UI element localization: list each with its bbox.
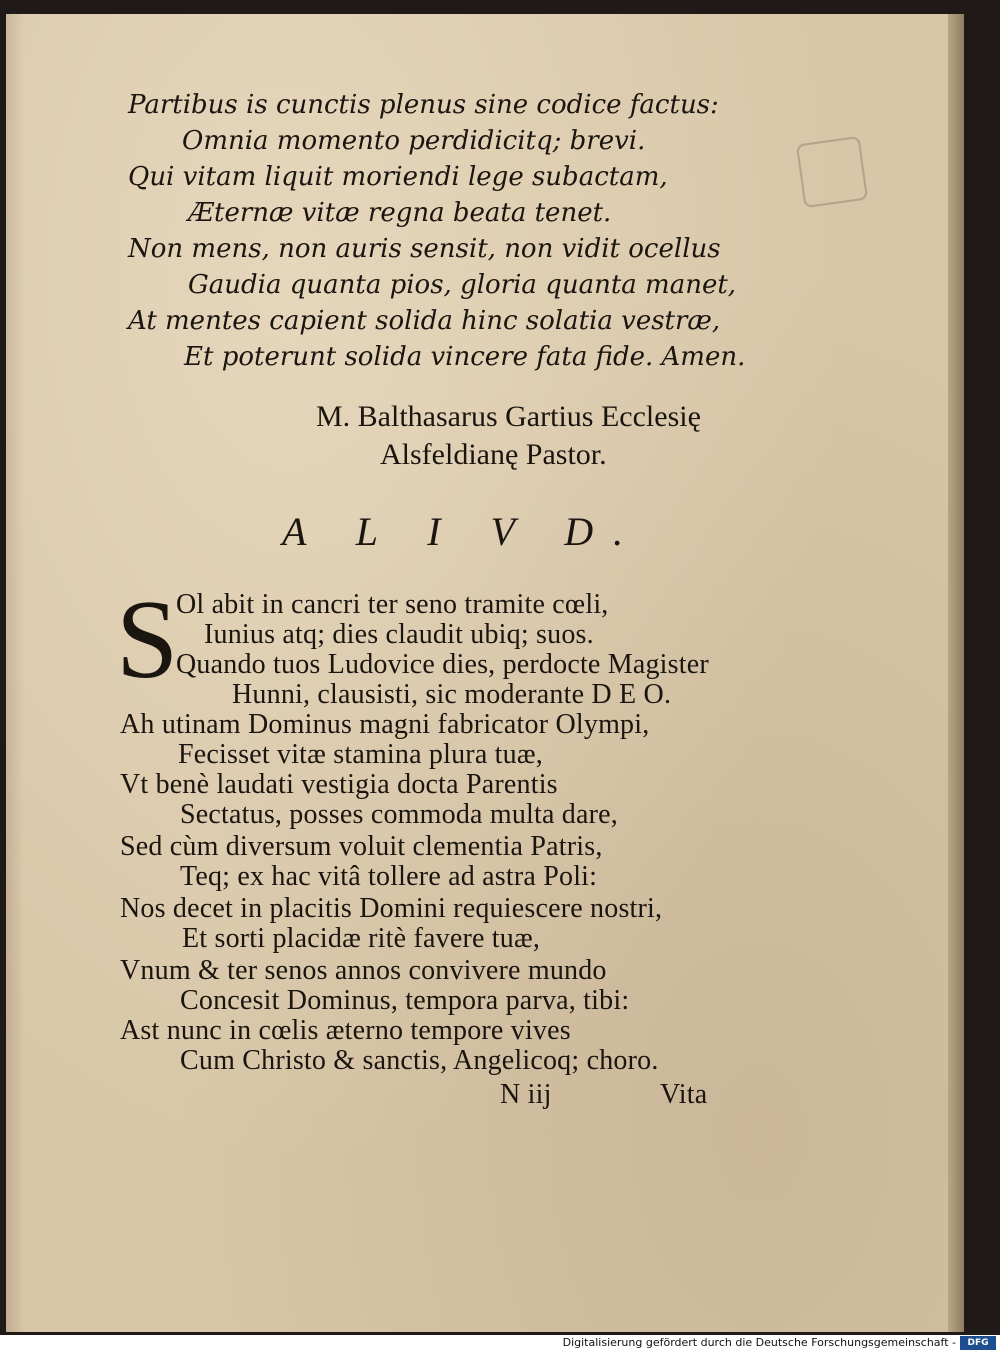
poem-line: Teq; ex hac vitâ tollere ad astra Poli: — [180, 861, 598, 892]
signature-line-2: Alsfeldianę Pastor. — [380, 438, 607, 471]
poem-top-line: Omnia momento perdidicitq; brevi. — [182, 126, 646, 156]
poem-line: Ah utinam Dominus magni fabricator Olympi, — [120, 709, 650, 740]
drop-cap: S — [116, 578, 179, 702]
poem-line: Cum Christo & sanctis, Angelicoq; choro. — [180, 1045, 659, 1076]
library-stamp — [796, 136, 868, 208]
poem-line: Vnum & ter senos annos convivere mundo — [120, 955, 607, 986]
signature-line-1: M. Balthasarus Gartius Ecclesię — [316, 400, 701, 433]
page-edge — [948, 14, 964, 1332]
poem-line: Nos decet in placitis Domini requiescere nostri, — [120, 893, 663, 924]
signature-mark: N iij — [500, 1079, 552, 1110]
footer-credit: Digitalisierung gefördert durch die Deutsche Forschungsgemeinschaft - — [562, 1336, 956, 1349]
poem-line: Iunius atq; dies claudit ubiq; suos. — [204, 619, 594, 650]
poem-line: Quando tuos Ludovice dies, perdocte Magister — [176, 649, 709, 680]
section-heading: A L I V D. — [282, 509, 644, 554]
poem-line: Ast nunc in cœlis æterno tempore vives — [120, 1015, 571, 1046]
poem-line: Sectatus, posses commoda multa dare, — [180, 799, 618, 830]
poem-line: Vt benè laudati vestigia docta Parentis — [120, 769, 558, 800]
poem-top-line: Non mens, non auris sensit, non vidit ocellus — [128, 234, 721, 264]
poem-line: Concesit Dominus, tempora parva, tibi: — [180, 985, 630, 1016]
poem-top-line: Qui vitam liquit moriendi lege subactam, — [128, 162, 668, 192]
poem-top-line: Æternæ vitæ regna beata tenet. — [188, 198, 612, 228]
dfg-logo: DFG — [960, 1336, 996, 1350]
poem-line: Ol abit in cancri ter seno tramite cœli, — [176, 589, 609, 620]
poem-line: Et sorti placidæ ritè favere tuæ, — [182, 923, 541, 954]
poem-top-line: Et poterunt solida vincere fata fide. Amen. — [184, 342, 746, 372]
poem-line: Fecisset vitæ stamina plura tuæ, — [178, 739, 543, 770]
poem-line: Hunni, clausisti, sic moderante D E O. — [232, 679, 672, 710]
poem-top-line: Gaudia quanta pios, gloria quanta manet, — [188, 270, 737, 300]
poem-top-line: Partibus is cunctis plenus sine codice factus: — [128, 90, 719, 120]
footer-bar — [0, 1335, 1000, 1352]
catchword: Vita — [660, 1079, 708, 1110]
poem-top-line: At mentes capient solida hinc solatia vestræ, — [128, 306, 721, 336]
poem-line: Sed cùm diversum voluit clementia Patris, — [120, 831, 603, 862]
